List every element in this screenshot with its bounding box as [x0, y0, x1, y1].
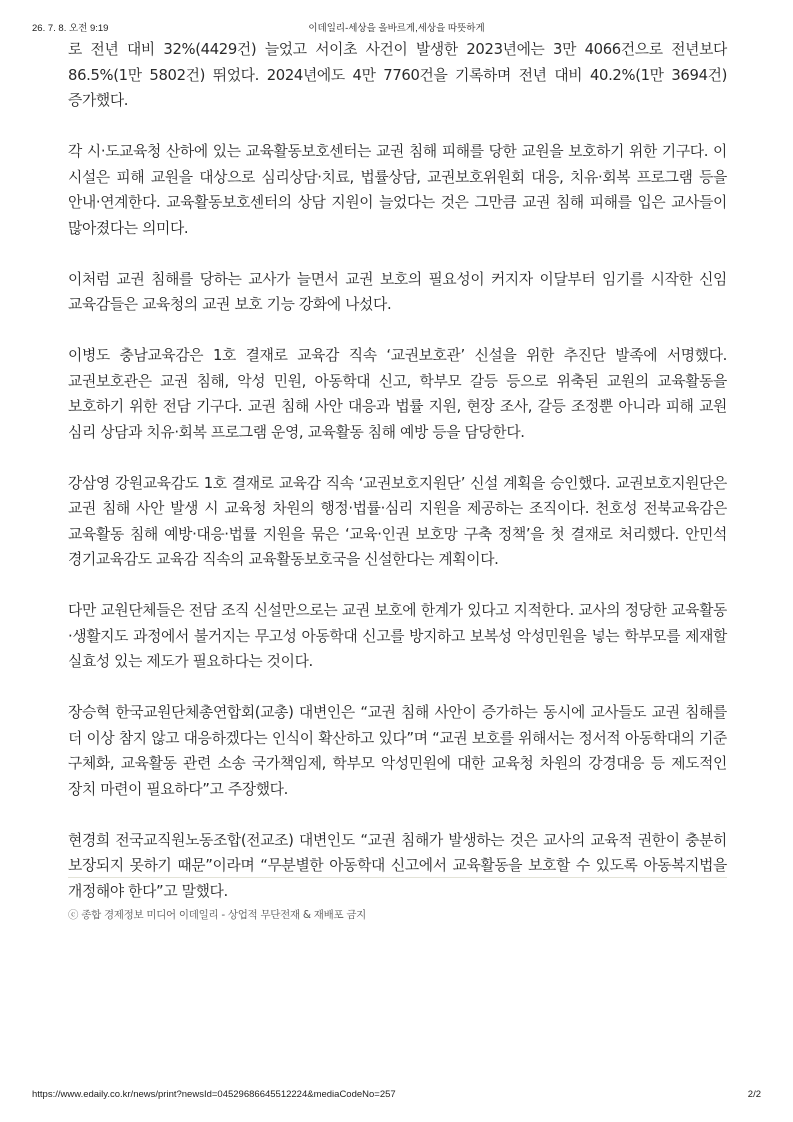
article-paragraph: 장승혁 한국교원단체총연합회(교총) 대변인은 “교권 침해 사안이 증가하는 동시에 교사들도 교권 침해를 더 이상 참지 않고 대응하겠다는 인식이 확산하고 있다”며 “교권 보호를 위해서는 정서적 아동학대의 기준 구체화, 교육활동 관련 소송 국가책임제, 학부모 악성민원에 대한 교육청 차원의 강경대응 등 제도적인 장치 마련이 필요하다”고 주장했다.: [68, 704, 727, 798]
article-paragraph: 현경희 전국교직원노동조합(전교조) 대변인도 “교권 침해가 발생하는 것은 교사의 교육적 권한이 충분히 보장되지 못하기 때문”이라며 “무분별한 아동학대 신고에서 교육활동을 보호할 수 있도록 아동복지법을 개정해야 한다”고 말했다.: [68, 831, 727, 900]
page-number: 2/2: [747, 1089, 761, 1100]
page-url: https://www.edaily.co.kr/news/print?newsId=04529686645512224&mediaCodeNo=257: [32, 1089, 396, 1100]
print-footer: [32, 1089, 761, 1103]
article-body: [68, 37, 727, 930]
copyright-notice: ⓒ 종합 경제정보 미디어 이데일리 - 상업적 무단전재 & 재배포 금지: [68, 909, 367, 921]
article-paragraph: 각 시·도교육청 산하에 있는 교육활동보호센터는 교권 침해 피해를 당한 교원을 보호하기 위한 기구다. 이 시설은 피해 교원을 대상으로 심리상담·치료, 법률상담, 교권보호위원회 대응, 치유·회복 프로그램 등을 안내·연계한다. 교육활동보호센터의 상담 지원이 늘었다는 것은 그만큼 교권 침해 피해를 입은 교사들이 많아졌다는 의미다.: [68, 143, 727, 237]
divider: [68, 877, 727, 878]
print-header: [32, 20, 761, 34]
article-paragraph: 이처럼 교권 침해를 당하는 교사가 늘면서 교권 보호의 필요성이 커지자 이달부터 임기를 시작한 신임 교육감들은 교육청의 교권 보호 기능 강화에 나섰다.: [68, 270, 727, 313]
article-paragraph: 다만 교원단체들은 전담 조직 신설만으로는 교권 보호에 한계가 있다고 지적한다. 교사의 정당한 교육활동·생활지도 과정에서 불거지는 무고성 아동학대 신고를 방지하고 보복성 악성민원을 넣는 학부모를 제재할 실효성 있는 제도가 필요하다는 것이다.: [68, 602, 727, 670]
site-title: 이데일리-세상을 올바르게,세상을 따뜻하게: [308, 23, 485, 34]
article-paragraph: 이병도 충남교육감은 1호 결재로 교육감 직속 ‘교권보호관’ 신설을 위한 추진단 발족에 서명했다. 교권보호관은 교권 침해, 악성 민원, 아동학대 신고, 학부모 갈등 등으로 위축된 교원의 교육활동을 보호하기 위한 전담 기구다. 교권 침해 사안 대응과 법률 지원, 현장 조사, 갈등 조정뿐 아니라 피해 교원 심리 상담과 치유·회복 프로그램 운영, 교육활동 침해 예방 등을 담당한다.: [68, 347, 727, 441]
article-paragraph: 로 전년 대비 32%(4429건) 늘었고 서이초 사건이 발생한 2023년에는 3만 4066건으로 전년보다 86.5%(1만 5802건) 뛰었다. 2024년에도 4만 7760건을 기록하며 전년 대비 40.2%(1만 3694건) 증가했다.: [68, 41, 727, 109]
article-paragraph: 강삼영 강원교육감도 1호 결재로 교육감 직속 ‘교권보호지원단’ 신설 계획을 승인했다. 교권보호지원단은 교권 침해 사안 발생 시 교육청 차원의 행정·법률·심리 지원을 제공하는 조직이다. 천호성 전북교육감은 교육활동 침해 예방·대응·법률 지원을 묶은 ‘교육·인권 보호망 구축 정책’을 첫 결재로 처리했다. 안민석 경기교육감도 교육감 직속의 교육활동보호국을 신설한다는 계획이다.: [68, 474, 727, 568]
print-datetime: 26. 7. 8. 오전 9:19: [32, 23, 109, 34]
